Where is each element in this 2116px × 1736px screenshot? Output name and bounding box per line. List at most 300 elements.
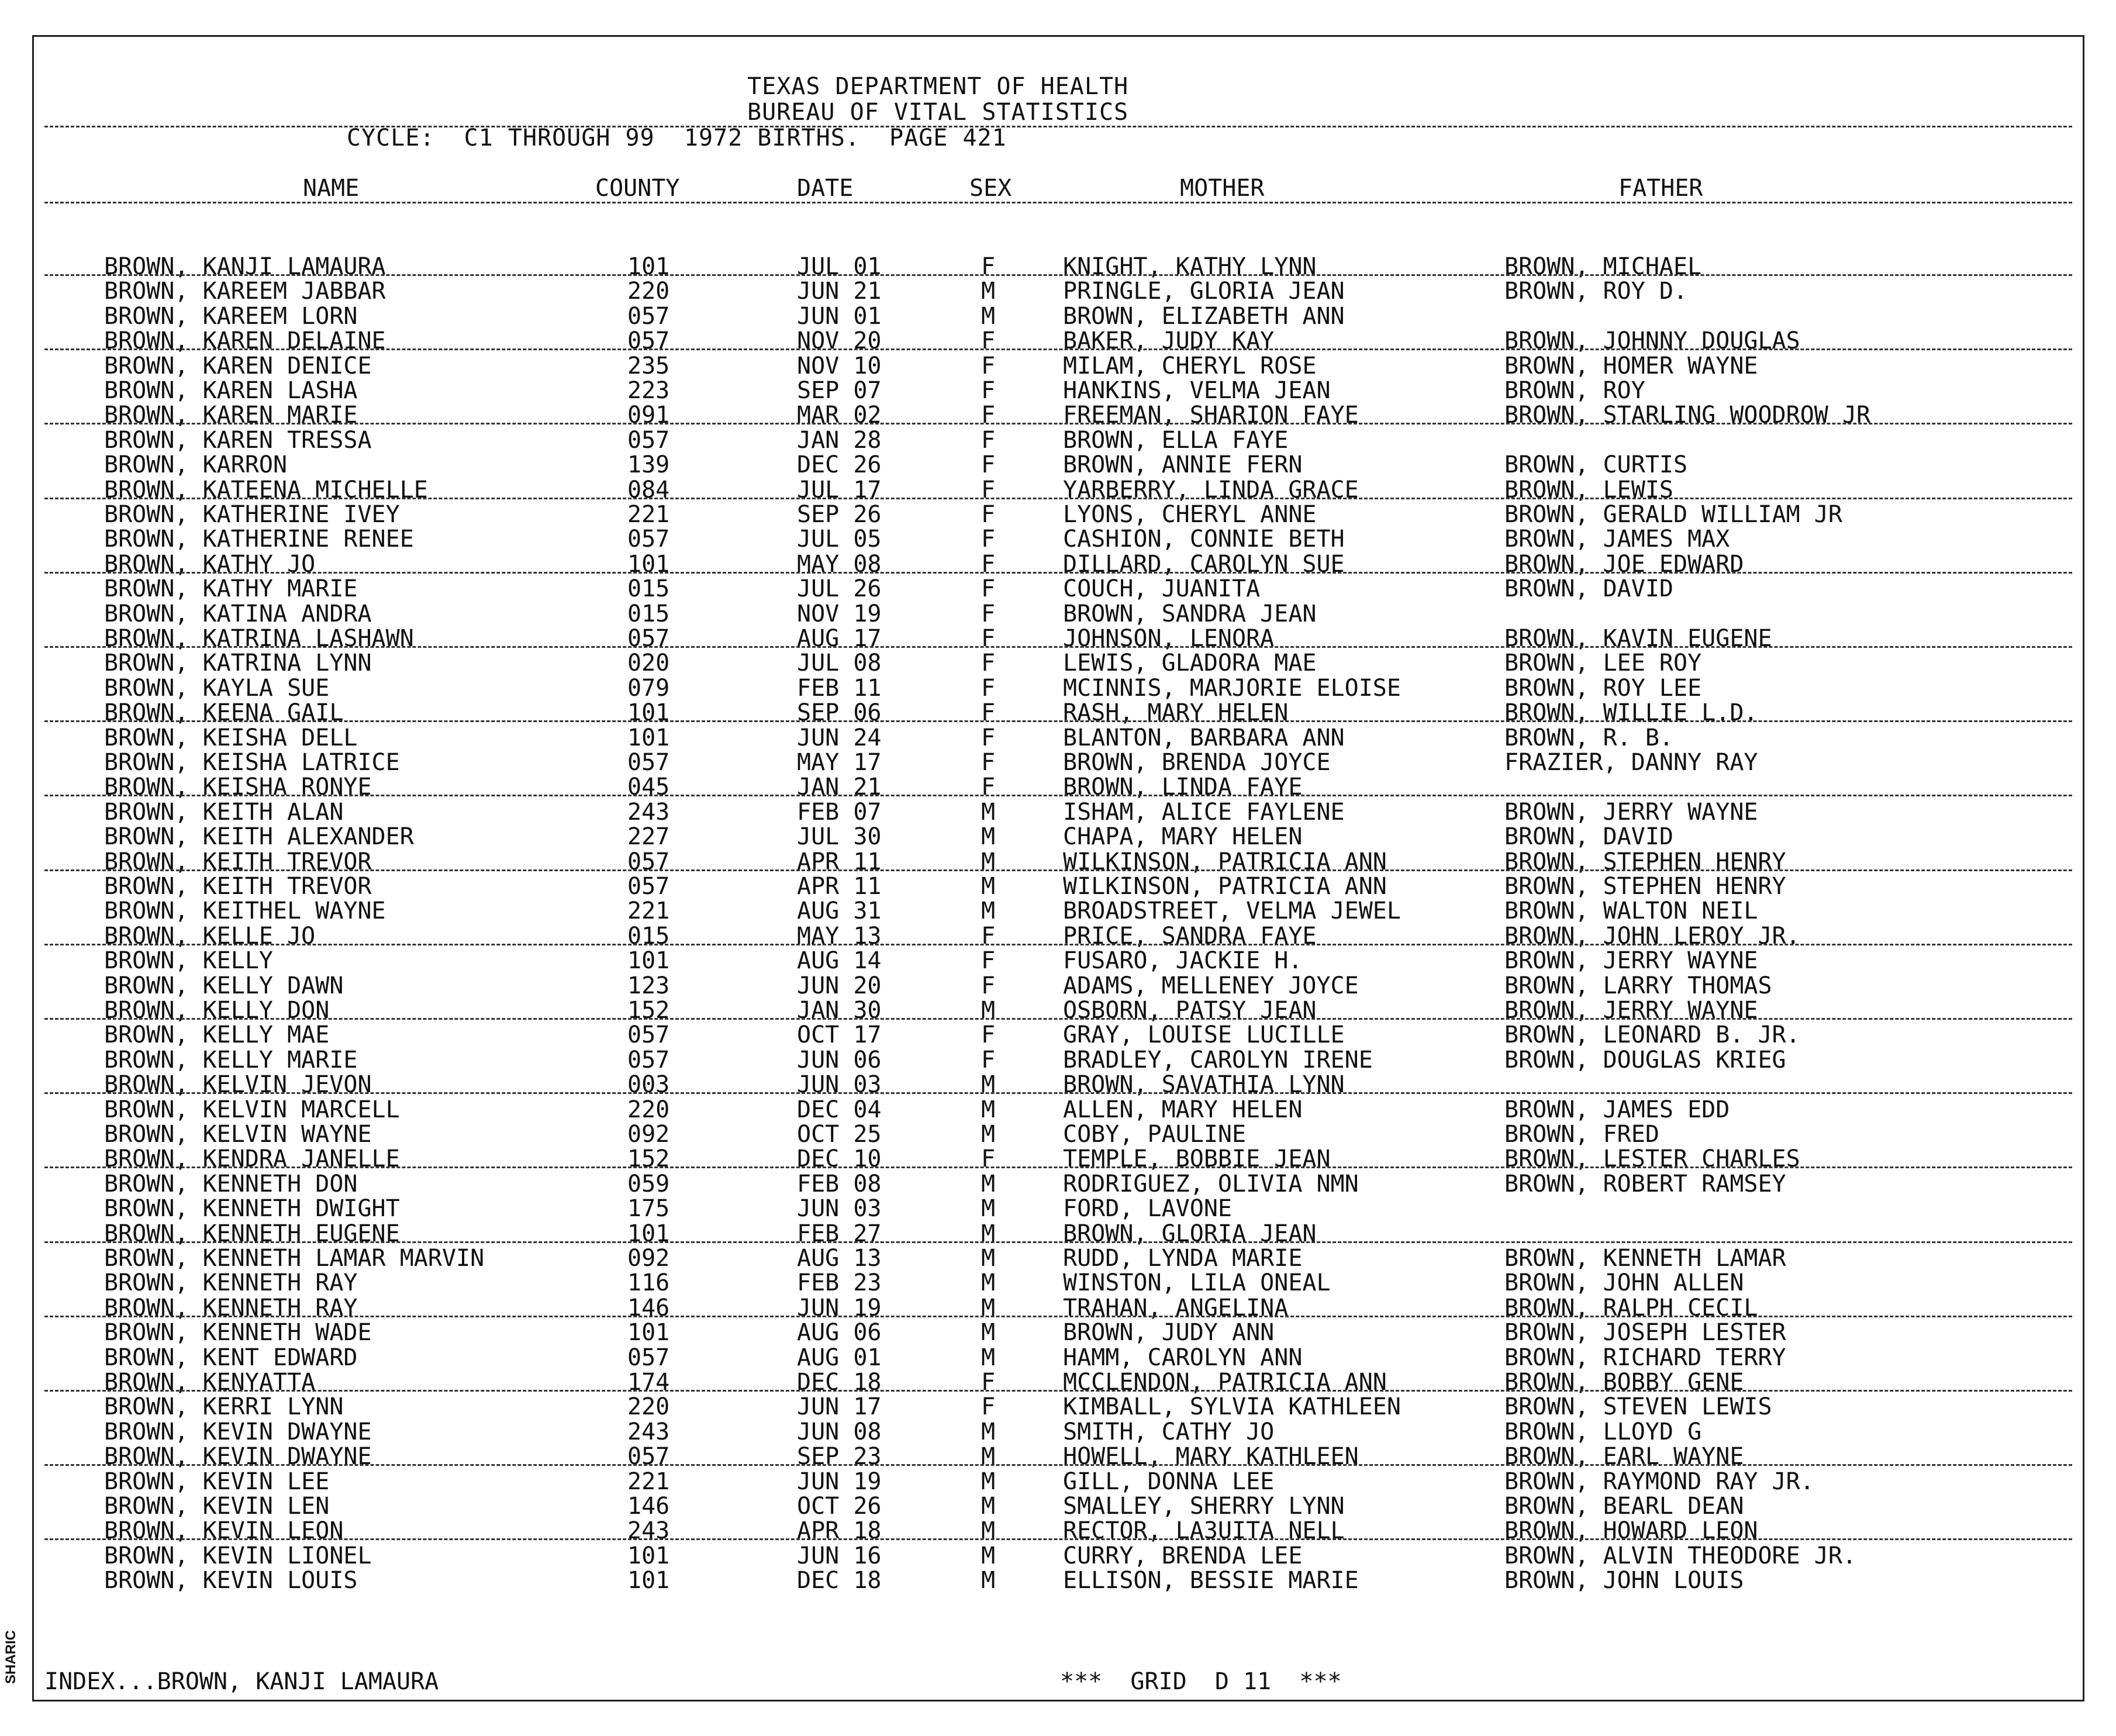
table-row [34, 1195, 2083, 1223]
cell-name: BROWN, KANJI LAMAURA [104, 253, 386, 280]
cell-sex: F [981, 575, 996, 603]
cell-date: JUL 26 [797, 575, 882, 603]
cell-date: SEP 23 [797, 1443, 882, 1471]
cell-date: JUL 01 [797, 253, 882, 280]
cell-name: BROWN, KENNETH EUGENE [104, 1220, 400, 1247]
cell-name: BROWN, KEVIN LEN [104, 1493, 330, 1520]
table-row [34, 749, 2083, 774]
cell-name: BROWN, KELLY DAWN [104, 972, 344, 999]
cell-father: BROWN, LEE ROY [1504, 650, 1702, 677]
cell-county: 101 [627, 699, 670, 727]
cell-father: BROWN, RAYMOND RAY JR. [1504, 1468, 1814, 1495]
cell-mother: BROWN, BRENDA JOYCE [1063, 749, 1331, 776]
header-line-3: CYCLE: C1 THROUGH 99 1972 BIRTHS. PAGE 421 [347, 125, 1007, 151]
cell-father: BROWN, LESTER CHARLES [1504, 1145, 1800, 1173]
cell-name: BROWN, KEITH ALAN [104, 798, 344, 826]
cell-father: BROWN, KENNETH LAMAR [1504, 1245, 1786, 1272]
cell-county: 146 [627, 1294, 670, 1321]
cell-county: 092 [627, 1245, 670, 1272]
cell-name: BROWN, KEITH TREVOR [104, 848, 372, 875]
header-line-1: TEXAS DEPARTMENT OF HEALTH [747, 73, 1129, 100]
column-header-mother: MOTHER [1180, 175, 1265, 202]
cell-date: MAY 13 [797, 922, 882, 950]
cell-date: JAN 30 [797, 997, 882, 1024]
row-divider [44, 1316, 2072, 1317]
cell-name: BROWN, KEVIN LOUIS [104, 1567, 358, 1595]
cell-name: BROWN, KEITHEL WAYNE [104, 898, 386, 925]
cell-sex: M [981, 1294, 996, 1321]
cell-date: MAY 17 [797, 749, 882, 776]
cell-father: BROWN, STARLING WOODROW JR [1504, 402, 1871, 429]
cell-father: BROWN, JERRY WAYNE [1504, 798, 1758, 826]
cell-name: BROWN, KEISHA LATRICE [104, 749, 400, 776]
row-divider [44, 423, 2072, 424]
cell-name: BROWN, KATRINA LASHAWN [104, 625, 414, 652]
cell-sex: M [981, 1418, 996, 1445]
cell-name: BROWN, KEVIN DWAYNE [104, 1418, 372, 1445]
cell-father: BROWN, DAVID [1504, 575, 1673, 603]
cell-date: JUN 03 [797, 1071, 882, 1099]
divider [44, 202, 2072, 203]
cell-county: 101 [627, 1220, 670, 1247]
cell-sex: F [981, 1393, 996, 1421]
cell-sex: F [981, 1369, 996, 1396]
row-divider [44, 1464, 2072, 1466]
cell-county: 243 [627, 1418, 670, 1445]
cell-sex: F [981, 426, 996, 454]
cell-date: JUL 08 [797, 650, 882, 677]
cell-name: BROWN, KELLE JO [104, 922, 316, 950]
cell-mother: MCINNIS, MARJORIE ELOISE [1063, 674, 1401, 702]
cell-date: FEB 11 [797, 674, 882, 702]
cell-county: 221 [627, 1468, 670, 1495]
cell-mother: COBY, PAULINE [1063, 1121, 1247, 1148]
cell-sex: M [981, 873, 996, 900]
cell-name: BROWN, KEVIN DWAYNE [104, 1443, 372, 1471]
cell-date: DEC 18 [797, 1567, 882, 1595]
cell-sex: F [981, 922, 996, 950]
row-divider [44, 795, 2072, 796]
cell-county: 101 [627, 947, 670, 975]
document-frame [32, 35, 2084, 1702]
cell-mother: BROWN, GLORIA JEAN [1063, 1220, 1317, 1247]
cell-mother: DILLARD, CAROLYN SUE [1063, 550, 1345, 578]
cell-date: JUN 19 [797, 1468, 882, 1495]
cell-date: NOV 19 [797, 600, 882, 627]
cell-county: 057 [627, 526, 670, 553]
table-row [34, 674, 2083, 702]
cell-father: BROWN, LARRY THOMAS [1504, 972, 1772, 999]
cell-mother: TEMPLE, BOBBIE JEAN [1063, 1145, 1331, 1173]
cell-father: BROWN, R. B. [1504, 724, 1673, 751]
table-row [34, 451, 2083, 479]
table-row [34, 1493, 2083, 1520]
column-header-father: FATHER [1618, 175, 1703, 202]
cell-mother: JOHNSON, LENORA [1063, 625, 1275, 652]
cell-county: 079 [627, 674, 670, 702]
cell-father: BROWN, ROY LEE [1504, 674, 1702, 702]
cell-date: SEP 07 [797, 377, 882, 404]
row-divider [44, 1390, 2072, 1392]
cell-county: 101 [627, 550, 670, 578]
row-divider [44, 720, 2072, 722]
cell-date: JUN 03 [797, 1195, 882, 1223]
cell-father: BROWN, STEPHEN HENRY [1504, 873, 1786, 900]
table-row [34, 1393, 2083, 1421]
cell-date: JUN 01 [797, 302, 882, 330]
cell-date: JUN 20 [797, 972, 882, 999]
cell-county: 092 [627, 1121, 670, 1148]
cell-mother: SMITH, CATHY JO [1063, 1418, 1275, 1445]
cell-name: BROWN, KEVIN LIONEL [104, 1542, 372, 1569]
cell-father: BROWN, BOBBY GENE [1504, 1369, 1744, 1396]
cell-mother: RASH, MARY HELEN [1063, 699, 1289, 727]
cell-date: JUN 19 [797, 1294, 882, 1321]
cell-mother: HANKINS, VELMA JEAN [1063, 377, 1331, 404]
cell-name: BROWN, KENDRA JANELLE [104, 1145, 400, 1173]
row-divider [44, 572, 2072, 574]
cell-county: 057 [627, 302, 670, 330]
cell-date: FEB 08 [797, 1170, 882, 1197]
cell-mother: CURRY, BRENDA LEE [1063, 1542, 1303, 1569]
cell-name: BROWN, KEVIN LEON [104, 1517, 344, 1545]
cell-county: 057 [627, 1021, 670, 1049]
cell-mother: YARBERRY, LINDA GRACE [1063, 476, 1359, 503]
cell-mother: MCCLENDON, PATRICIA ANN [1063, 1369, 1387, 1396]
cell-father: BROWN, JAMES EDD [1504, 1096, 1730, 1123]
cell-name: BROWN, KEITH ALEXANDER [104, 823, 414, 851]
cell-sex: M [981, 997, 996, 1024]
cell-name: BROWN, KATEENA MICHELLE [104, 476, 428, 503]
cell-date: JUN 16 [797, 1542, 882, 1569]
cell-mother: CASHION, CONNIE BETH [1063, 526, 1345, 553]
cell-sex: M [981, 1443, 996, 1471]
cell-county: 101 [627, 1542, 670, 1569]
cell-date: DEC 10 [797, 1145, 882, 1173]
cell-name: BROWN, KELLY [104, 947, 273, 975]
cell-sex: F [981, 526, 996, 553]
column-header-date: DATE [797, 175, 854, 202]
cell-father: BROWN, FRED [1504, 1121, 1659, 1148]
cell-date: OCT 17 [797, 1021, 882, 1049]
cell-county: 057 [627, 426, 670, 454]
table-row [34, 1542, 2083, 1567]
cell-father: BROWN, HOWARD LEON [1504, 1517, 1758, 1545]
cell-mother: FREEMAN, SHARION FAYE [1063, 402, 1359, 429]
row-divider [44, 1166, 2072, 1168]
cell-sex: F [981, 600, 996, 627]
cell-date: FEB 23 [797, 1269, 882, 1297]
cell-county: 045 [627, 774, 670, 801]
cell-name: BROWN, KAREN DENICE [104, 352, 372, 379]
cell-sex: F [981, 1145, 996, 1173]
cell-name: BROWN, KATHY JO [104, 550, 316, 578]
cell-name: BROWN, KELVIN MARCELL [104, 1096, 400, 1123]
cell-father: BROWN, GERALD WILLIAM JR [1504, 501, 1842, 528]
row-divider [44, 1241, 2072, 1243]
cell-father: BROWN, STEPHEN HENRY [1504, 848, 1786, 875]
cell-sex: F [981, 947, 996, 975]
cell-sex: F [981, 377, 996, 404]
cell-county: 174 [627, 1369, 670, 1396]
cell-name: BROWN, KEISHA RONYE [104, 774, 372, 801]
cell-sex: F [981, 501, 996, 528]
cell-sex: F [981, 352, 996, 379]
cell-name: BROWN, KATHERINE IVEY [104, 501, 400, 528]
cell-county: 015 [627, 600, 670, 627]
table-row [34, 724, 2083, 749]
cell-county: 123 [627, 972, 670, 999]
cell-name: BROWN, KENNETH WADE [104, 1319, 372, 1347]
cell-county: 057 [627, 327, 670, 355]
side-label: SHARIC [3, 1630, 19, 1684]
cell-mother: BROWN, SANDRA JEAN [1063, 600, 1317, 627]
cell-name: BROWN, KATINA ANDRA [104, 600, 372, 627]
cell-mother: SMALLEY, SHERRY LYNN [1063, 1493, 1345, 1520]
cell-mother: BROWN, SAVATHIA LYNN [1063, 1071, 1345, 1099]
cell-sex: M [981, 823, 996, 851]
cell-county: 175 [627, 1195, 670, 1223]
cell-name: BROWN, KARRON [104, 451, 288, 479]
cell-date: APR 18 [797, 1517, 882, 1545]
cell-mother: OSBORN, PATSY JEAN [1063, 997, 1317, 1024]
cell-sex: M [981, 1517, 996, 1545]
cell-father: FRAZIER, DANNY RAY [1504, 749, 1758, 776]
cell-name: BROWN, KELVIN JEVON [104, 1071, 372, 1099]
cell-father: BROWN, JOHN ALLEN [1504, 1269, 1744, 1297]
cell-father: BROWN, LEWIS [1504, 476, 1673, 503]
cell-mother: FORD, LAVONE [1063, 1195, 1232, 1223]
cell-county: 243 [627, 798, 670, 826]
table-row [34, 1046, 2083, 1074]
cell-mother: RECTOR, LA3UITA NELL [1063, 1517, 1345, 1545]
table-row [34, 1171, 2083, 1195]
table-row [34, 1419, 2083, 1443]
cell-sex: M [981, 1344, 996, 1371]
cell-mother: LEWIS, GLADORA MAE [1063, 650, 1317, 677]
cell-sex: F [981, 699, 996, 727]
cell-county: 101 [627, 1319, 670, 1347]
header-line-2: BUREAU OF VITAL STATISTICS [747, 99, 1129, 126]
cell-date: AUG 13 [797, 1245, 882, 1272]
cell-date: AUG 31 [797, 898, 882, 925]
cell-county: 015 [627, 575, 670, 603]
table-row [34, 898, 2083, 925]
cell-county: 057 [627, 1046, 670, 1074]
cell-county: 220 [627, 278, 670, 305]
column-header-county: COUNTY [595, 175, 680, 202]
cell-mother: KIMBALL, SYLVIA KATHLEEN [1063, 1393, 1401, 1421]
cell-mother: KNIGHT, KATHY LYNN [1063, 253, 1317, 280]
cell-mother: ADAMS, MELLENEY JOYCE [1063, 972, 1359, 999]
cell-sex: M [981, 1245, 996, 1272]
table-row [34, 972, 2083, 997]
cell-mother: MILAM, CHERYL ROSE [1063, 352, 1317, 379]
cell-sex: M [981, 1493, 996, 1520]
cell-name: BROWN, KATHY MARIE [104, 575, 358, 603]
cell-father: BROWN, MICHAEL [1504, 253, 1702, 280]
cell-sex: F [981, 724, 996, 751]
cell-county: 235 [627, 352, 670, 379]
cell-name: BROWN, KENNETH DWIGHT [104, 1195, 400, 1223]
table-row [34, 947, 2083, 975]
cell-name: BROWN, KENT EDWARD [104, 1344, 358, 1371]
cell-name: BROWN, KERRI LYNN [104, 1393, 344, 1421]
cell-mother: GILL, DONNA LEE [1063, 1468, 1275, 1495]
cell-sex: F [981, 476, 996, 503]
table-row [34, 650, 2083, 677]
cell-mother: PRICE, SANDRA FAYE [1063, 922, 1317, 950]
cell-name: BROWN, KELVIN WAYNE [104, 1121, 372, 1148]
cell-name: BROWN, KAYLA SUE [104, 674, 330, 702]
cell-date: SEP 06 [797, 699, 882, 727]
table-row [34, 873, 2083, 898]
cell-father: BROWN, DOUGLAS KRIEG [1504, 1046, 1786, 1074]
cell-date: JUL 30 [797, 823, 882, 851]
table-row [34, 1344, 2083, 1369]
cell-county: 003 [627, 1071, 670, 1099]
cell-name: BROWN, KENNETH RAY [104, 1269, 358, 1297]
cell-name: BROWN, KEISHA DELL [104, 724, 358, 751]
cell-date: AUG 01 [797, 1344, 882, 1371]
table-row [34, 1468, 2083, 1493]
cell-county: 057 [627, 1344, 670, 1371]
cell-mother: FUSARO, JACKIE H. [1063, 947, 1303, 975]
cell-date: JUN 08 [797, 1418, 882, 1445]
cell-county: 139 [627, 451, 670, 479]
cell-father: BROWN, CURTIS [1504, 451, 1688, 479]
cell-date: DEC 04 [797, 1096, 882, 1123]
cell-county: 057 [627, 749, 670, 776]
cell-sex: M [981, 1319, 996, 1347]
cell-mother: ELLISON, BESSIE MARIE [1063, 1567, 1359, 1595]
cell-sex: F [981, 402, 996, 429]
cell-mother: HAMM, CAROLYN ANN [1063, 1344, 1303, 1371]
cell-county: 116 [627, 1269, 670, 1297]
cell-name: BROWN, KEITH TREVOR [104, 873, 372, 900]
cell-sex: F [981, 674, 996, 702]
cell-mother: BROWN, ELIZABETH ANN [1063, 302, 1345, 330]
cell-sex: M [981, 1269, 996, 1297]
cell-sex: F [981, 774, 996, 801]
cell-date: AUG 06 [797, 1319, 882, 1347]
cell-name: BROWN, KAREN LASHA [104, 377, 358, 404]
cell-sex: F [981, 327, 996, 355]
row-divider [44, 1018, 2072, 1020]
cell-date: JUL 05 [797, 526, 882, 553]
cell-date: JUN 06 [797, 1046, 882, 1074]
cell-mother: WILKINSON, PATRICIA ANN [1063, 848, 1387, 875]
table-row [34, 1096, 2083, 1121]
cell-father: BROWN, DAVID [1504, 823, 1673, 851]
cell-mother: ALLEN, MARY HELEN [1063, 1096, 1303, 1123]
cell-county: 243 [627, 1517, 670, 1545]
cell-county: 059 [627, 1170, 670, 1197]
cell-sex: F [981, 625, 996, 652]
cell-county: 057 [627, 1443, 670, 1471]
cell-father: BROWN, BEARL DEAN [1504, 1493, 1744, 1520]
table-row [34, 1269, 2083, 1297]
table-row [34, 798, 2083, 826]
row-divider [44, 646, 2072, 648]
cell-sex: M [981, 1096, 996, 1123]
cell-county: 220 [627, 1393, 670, 1421]
table-row [34, 353, 2083, 377]
cell-mother: BROWN, ELLA FAYE [1063, 426, 1289, 454]
cell-name: BROWN, KENNETH LAMAR MARVIN [104, 1245, 485, 1272]
cell-sex: F [981, 550, 996, 578]
cell-name: BROWN, KAREN DELAINE [104, 327, 386, 355]
cell-date: AUG 14 [797, 947, 882, 975]
cell-name: BROWN, KATRINA LYNN [104, 650, 372, 677]
cell-county: 152 [627, 997, 670, 1024]
cell-county: 101 [627, 724, 670, 751]
row-divider [44, 944, 2072, 945]
table-row [34, 302, 2083, 330]
cell-date: DEC 26 [797, 451, 882, 479]
cell-county: 084 [627, 476, 670, 503]
row-divider [44, 1538, 2072, 1540]
grid-footer: *** GRID D 11 *** [1060, 1668, 1342, 1695]
cell-county: 091 [627, 402, 670, 429]
cell-date: FEB 27 [797, 1220, 882, 1247]
cell-county: 020 [627, 650, 670, 677]
cell-county: 146 [627, 1493, 670, 1520]
cell-mother: RODRIGUEZ, OLIVIA NMN [1063, 1170, 1359, 1197]
cell-mother: RUDD, LYNDA MARIE [1063, 1245, 1303, 1272]
cell-father: BROWN, JOE EDWARD [1504, 550, 1744, 578]
cell-date: NOV 10 [797, 352, 882, 379]
cell-sex: M [981, 1468, 996, 1495]
cell-county: 015 [627, 922, 670, 950]
cell-sex: M [981, 1220, 996, 1247]
cell-father: BROWN, WILLIE L.D. [1504, 699, 1758, 727]
cell-name: BROWN, KAREEM JABBAR [104, 278, 386, 305]
cell-sex: M [981, 798, 996, 826]
cell-date: SEP 26 [797, 501, 882, 528]
cell-county: 101 [627, 253, 670, 280]
cell-county: 057 [627, 625, 670, 652]
cell-father: BROWN, JOHN LOUIS [1504, 1567, 1744, 1595]
cell-date: DEC 18 [797, 1369, 882, 1396]
table-row [34, 1245, 2083, 1272]
cell-sex: M [981, 1542, 996, 1569]
cell-name: BROWN, KENNETH RAY [104, 1294, 358, 1321]
cell-mother: BROADSTREET, VELMA JEWEL [1063, 898, 1401, 925]
cell-county: 057 [627, 873, 670, 900]
row-divider [44, 348, 2072, 350]
cell-father: BROWN, JOHNNY DOUGLAS [1504, 327, 1800, 355]
cell-sex: M [981, 1071, 996, 1099]
cell-father: BROWN, HOMER WAYNE [1504, 352, 1758, 379]
cell-father: BROWN, JERRY WAYNE [1504, 997, 1758, 1024]
cell-father: BROWN, WALTON NEIL [1504, 898, 1758, 925]
cell-father: BROWN, EARL WAYNE [1504, 1443, 1744, 1471]
cell-father: BROWN, LLOYD G [1504, 1418, 1702, 1445]
table-row [34, 1319, 2083, 1347]
cell-date: JUN 17 [797, 1393, 882, 1421]
cell-mother: BAKER, JUDY KAY [1063, 327, 1275, 355]
cell-county: 152 [627, 1145, 670, 1173]
cell-county: 221 [627, 898, 670, 925]
cell-date: APR 11 [797, 848, 882, 875]
cell-county: 057 [627, 848, 670, 875]
row-divider [44, 1092, 2072, 1094]
cell-mother: GRAY, LOUISE LUCILLE [1063, 1021, 1345, 1049]
cell-father: BROWN, ALVIN THEODORE JR. [1504, 1542, 1857, 1569]
cell-date: JAN 21 [797, 774, 882, 801]
cell-mother: WINSTON, LILA ONEAL [1063, 1269, 1331, 1297]
